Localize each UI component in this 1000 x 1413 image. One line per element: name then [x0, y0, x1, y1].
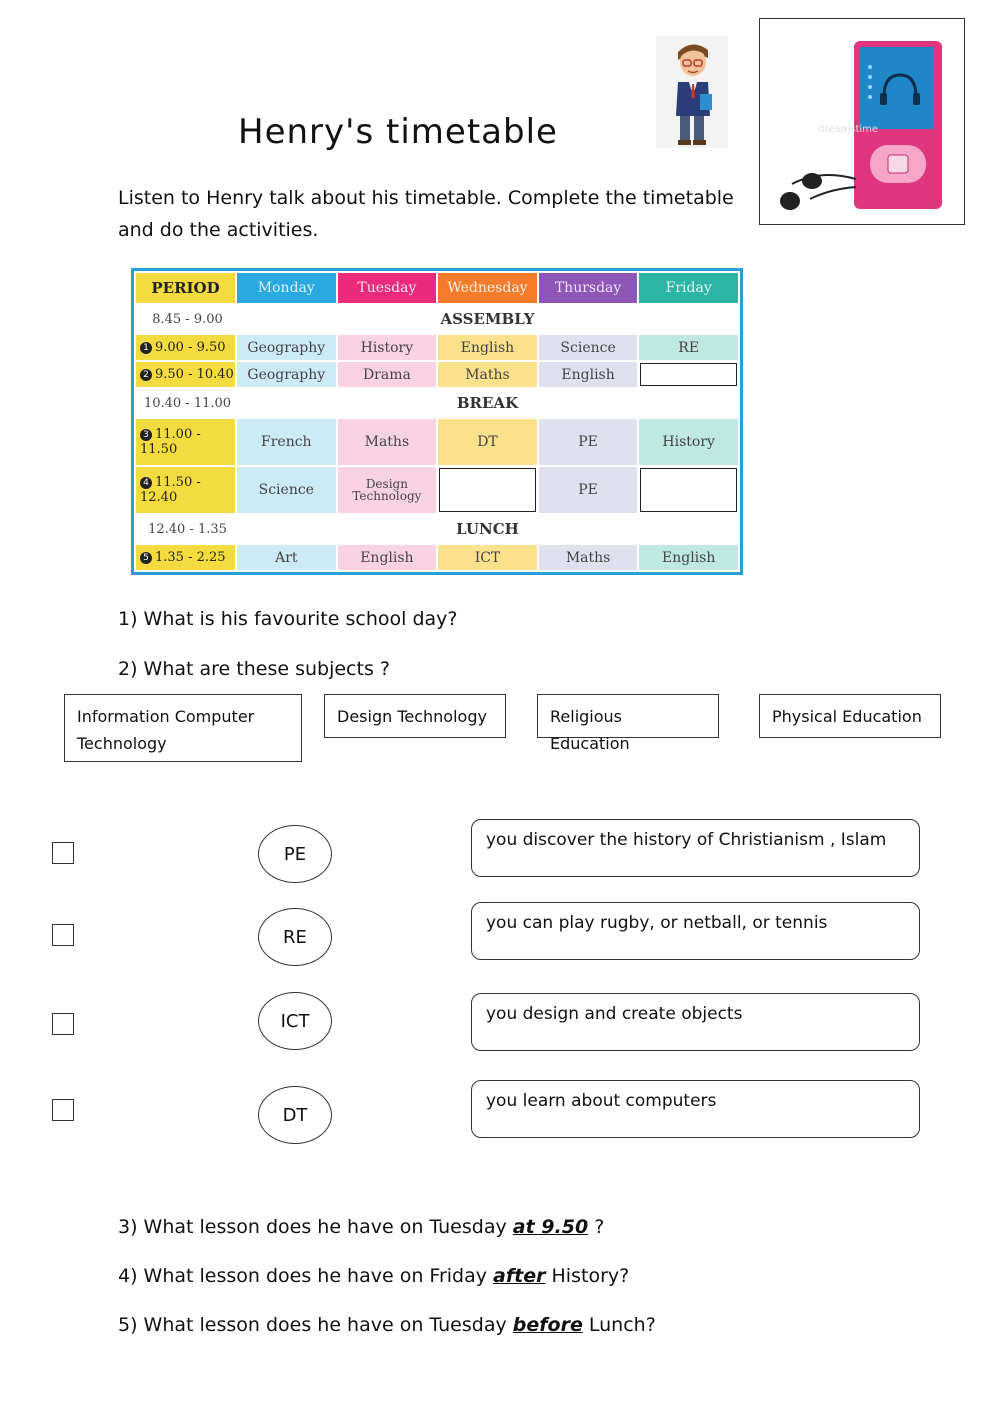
abbreviation-oval[interactable]: RE	[258, 908, 332, 966]
day-header-thursday: Thursday	[538, 272, 639, 304]
mp3-player-image	[759, 18, 965, 225]
lesson-cell: Maths	[337, 418, 438, 466]
period-time: 5 1.35 - 2.25	[135, 544, 236, 571]
lesson-cell: Science	[538, 334, 639, 361]
timetable	[131, 268, 743, 575]
lesson-cell: English	[538, 361, 639, 388]
period-number: 4	[140, 477, 152, 489]
period-number: 2	[140, 369, 152, 381]
day-header-wednesday: Wednesday	[437, 272, 538, 304]
lesson-cell: Maths	[437, 361, 538, 388]
friday-blank-answer-box[interactable]	[638, 361, 739, 388]
instructions: Listen to Henry talk about his timetable. Complete the timetable and do the activities.	[118, 187, 734, 241]
lunch-row: LUNCH	[236, 514, 739, 544]
player-watermark: dreamstime	[818, 124, 879, 135]
day-header-monday: Monday	[236, 272, 337, 304]
friday-blank-answer-box[interactable]	[638, 466, 739, 514]
answer-checkbox[interactable]	[52, 1099, 74, 1121]
answer-checkbox[interactable]	[52, 1013, 74, 1035]
page-title: Henry's timetable	[238, 112, 558, 152]
lesson-cell: French	[236, 418, 337, 466]
period-number: 5	[140, 552, 152, 564]
question-5: 5) What lesson does he have on Tuesday before Lunch?	[118, 1314, 656, 1336]
day-header-friday: Friday	[638, 272, 739, 304]
assembly-row: ASSEMBLY	[236, 304, 739, 334]
lesson-cell: Geography	[236, 361, 337, 388]
lesson-cell: English	[337, 544, 438, 571]
period-time: 12.40 - 1.35	[135, 514, 236, 544]
question-2: 2) What are these subjects ?	[118, 658, 390, 680]
answer-checkbox[interactable]	[52, 842, 74, 864]
period-time: 4 11.50 - 12.40	[135, 466, 236, 514]
period-time: 1 9.00 - 9.50	[135, 334, 236, 361]
subject-box-dt[interactable]: Design Technology	[324, 694, 506, 738]
day-header-tuesday: Tuesday	[337, 272, 438, 304]
lesson-cell: English	[437, 334, 538, 361]
period-time: 3 11.00 - 11.50	[135, 418, 236, 466]
question-3: 3) What lesson does he have on Tuesday at 9.50 ?	[118, 1216, 605, 1238]
description-box[interactable]: you can play rugby, or netball, or tennis	[471, 902, 920, 960]
abbreviation-oval[interactable]: DT	[258, 1086, 332, 1144]
lesson-cell: Maths	[538, 544, 639, 571]
abbreviation-oval[interactable]: PE	[258, 825, 332, 883]
period-number: 1	[140, 342, 152, 354]
period-header: PERIOD	[135, 272, 236, 304]
lesson-cell: DT	[437, 418, 538, 466]
lesson-cell: Geography	[236, 334, 337, 361]
answer-checkbox[interactable]	[52, 924, 74, 946]
lesson-cell: Art	[236, 544, 337, 571]
emphasis: after	[493, 1265, 546, 1287]
lesson-cell: Design Technology	[337, 466, 438, 514]
wednesday-blank-answer-box[interactable]	[437, 466, 538, 514]
subject-box-ict[interactable]: Information Computer Technology	[64, 694, 302, 762]
period-time: 10.40 - 11.00	[135, 388, 236, 418]
abbreviation-oval[interactable]: ICT	[258, 992, 332, 1050]
period-time: 2 9.50 - 10.40	[135, 361, 236, 388]
lesson-cell: Science	[236, 466, 337, 514]
description-box[interactable]: you discover the history of Christianism , Islam	[471, 819, 920, 877]
lesson-cell: PE	[538, 418, 639, 466]
teacher-illustration	[656, 36, 728, 148]
question-1: 1) What is his favourite school day?	[118, 608, 458, 630]
emphasis: before	[512, 1314, 583, 1336]
description-box[interactable]: you learn about computers	[471, 1080, 920, 1138]
lesson-cell: ICT	[437, 544, 538, 571]
subject-box-pe[interactable]: Physical Education	[759, 694, 941, 738]
lesson-cell: PE	[538, 466, 639, 514]
question-4: 4) What lesson does he have on Friday after History?	[118, 1265, 630, 1287]
lesson-cell: English	[638, 544, 739, 571]
period-time: 8.45 - 9.00	[135, 304, 236, 334]
description-box[interactable]: you design and create objects	[471, 993, 920, 1051]
lesson-cell: Drama	[337, 361, 438, 388]
break-row: BREAK	[236, 388, 739, 418]
period-number: 3	[140, 429, 152, 441]
subject-box-re[interactable]: Religious Education	[537, 694, 719, 738]
lesson-cell: RE	[638, 334, 739, 361]
lesson-cell: History	[337, 334, 438, 361]
lesson-cell: History	[638, 418, 739, 466]
emphasis: at 9.50	[512, 1216, 589, 1238]
